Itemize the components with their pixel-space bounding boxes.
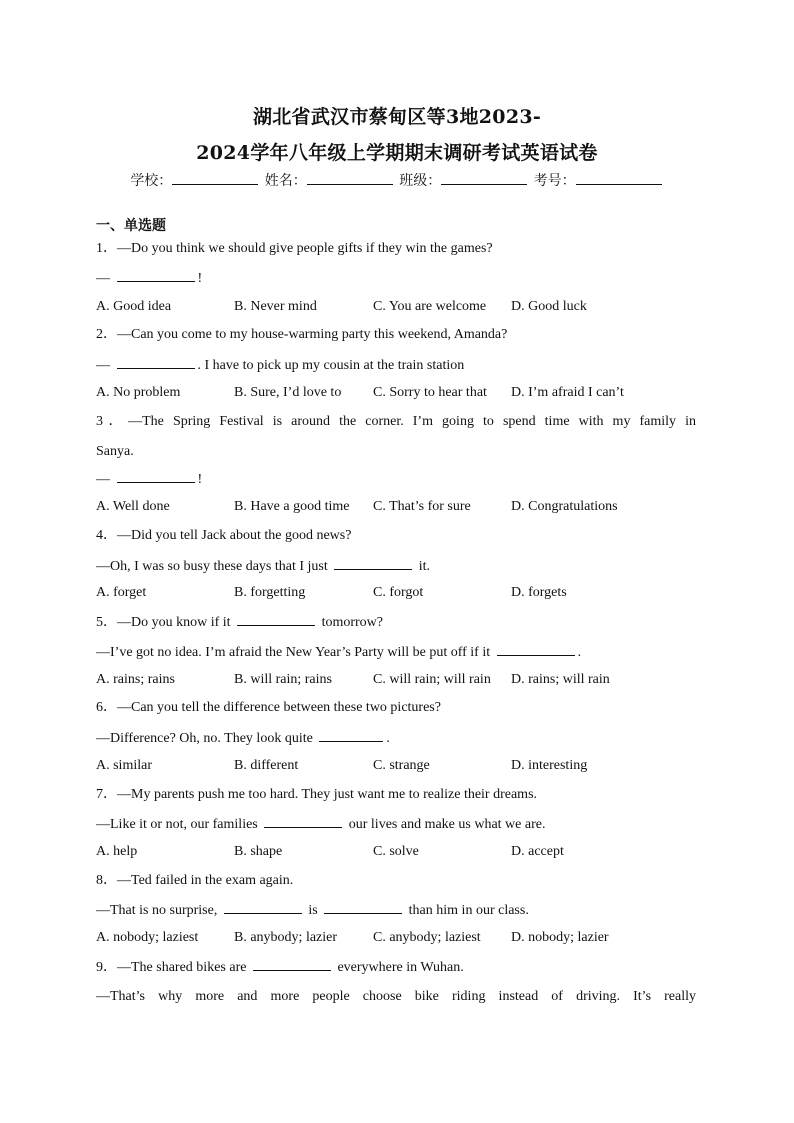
student-info-row: [0, 170, 794, 190]
question-1-response: — !: [96, 271, 203, 286]
question-3-prompt: 3．—The Spring Festival is around the corner. I’m going to spend time with my family in: [96, 414, 697, 429]
option-c: C. You are welcome: [373, 299, 487, 314]
option-d: D. accept: [511, 844, 564, 859]
option-c: C. Sorry to hear that: [373, 385, 487, 400]
option-a: A. nobody; laziest: [96, 930, 199, 945]
question-5-response: —I’ve got no idea. I’m afraid the New Year’s Party will be put off if it .: [96, 645, 582, 660]
answer-blank: [224, 901, 302, 914]
answer-blank: [117, 470, 195, 483]
exam-number-blank: [576, 172, 662, 185]
option-d: D. rains; will rain: [511, 672, 610, 687]
option-c: C. forgot: [373, 585, 424, 600]
question-4-prompt: 4．—Did you tell Jack about the good news?: [96, 528, 352, 543]
answer-blank: [334, 557, 412, 570]
question-8-response: —That is no surprise, is than him in our class.: [96, 903, 529, 918]
question-3-response: — !: [96, 472, 203, 487]
option-b: B. Never mind: [234, 299, 317, 314]
answer-blank: [497, 643, 575, 656]
option-a: A. help: [96, 844, 138, 859]
question-9-response: —That’s why more and more people choose bike riding instead of driving. It’s really: [96, 989, 696, 1004]
question-6-prompt: 6．—Can you tell the difference between these two pictures?: [96, 700, 441, 715]
option-a: A. similar: [96, 758, 152, 773]
question-7-response: —Like it or not, our families our lives and make us what we are.: [96, 817, 546, 832]
answer-blank: [253, 958, 331, 971]
question-number: 1．: [96, 241, 117, 256]
question-6-response: —Difference? Oh, no. They look quite .: [96, 731, 390, 746]
option-d: D. Good luck: [511, 299, 587, 314]
question-2-prompt: 2．—Can you come to my house-warming party this weekend, Amanda?: [96, 327, 508, 342]
name-label: 姓名：: [264, 173, 307, 189]
option-c: C. strange: [373, 758, 430, 773]
option-d: D. Congratulations: [511, 499, 618, 514]
option-c: C. solve: [373, 844, 419, 859]
question-7-prompt: 7．—My parents push me too hard. They just want me to realize their dreams.: [96, 787, 538, 802]
option-d: D. nobody; lazier: [511, 930, 609, 945]
question-9-prompt: 9．—The shared bikes are everywhere in Wuhan.: [96, 960, 464, 975]
school-blank: [172, 172, 258, 185]
option-a: A. forget: [96, 585, 147, 600]
answer-blank: [324, 901, 402, 914]
question-text: —Do you think we should give people gifts if they win the games?: [117, 241, 493, 256]
option-b: B. different: [234, 758, 299, 773]
exam-number-label: 考号：: [533, 173, 576, 189]
answer-blank: [319, 729, 383, 742]
option-c: C. will rain; will rain: [373, 672, 491, 687]
question-8-prompt: 8．—Ted failed in the exam again.: [96, 873, 294, 888]
option-a: A. Good idea: [96, 299, 172, 314]
answer-blank: [117, 356, 195, 369]
school-label: 学校：: [130, 173, 173, 189]
exam-title-line-2: 2024学年八年级上学期期末调研考试英语试卷: [196, 142, 598, 164]
exam-title-line-1: 湖北省武汉市蔡甸区等3地2023-: [252, 106, 542, 128]
class-label: 班级：: [399, 173, 442, 189]
answer-blank: [117, 269, 195, 282]
option-d: D. I’m afraid I can’t: [511, 385, 624, 400]
class-blank: [441, 172, 527, 185]
name-blank: [307, 172, 393, 185]
option-a: A. No problem: [96, 385, 181, 400]
option-b: B. Have a good time: [234, 499, 350, 514]
option-b: B. anybody; lazier: [234, 930, 338, 945]
option-d: D. forgets: [511, 585, 567, 600]
question-4-response: —Oh, I was so busy these days that I just it.: [96, 559, 431, 574]
option-c: C. That’s for sure: [373, 499, 471, 514]
answer-blank: [237, 613, 315, 626]
question-5-prompt: 5．—Do you know if it tomorrow?: [96, 615, 383, 630]
option-d: D. interesting: [511, 758, 588, 773]
option-a: A. Well done: [96, 499, 170, 514]
option-b: B. will rain; rains: [234, 672, 332, 687]
question-3-prompt-continued: Sanya.: [96, 444, 134, 459]
option-b: B. forgetting: [234, 585, 306, 600]
section-title: 一、单选题: [96, 218, 166, 234]
option-b: B. shape: [234, 844, 283, 859]
option-c: C. anybody; laziest: [373, 930, 481, 945]
answer-blank: [264, 815, 342, 828]
question-2-response: — . I have to pick up my cousin at the train station: [96, 358, 465, 373]
option-a: A. rains; rains: [96, 672, 175, 687]
question-1-prompt: [96, 240, 696, 258]
option-b: B. Sure, I’d love to: [234, 385, 342, 400]
